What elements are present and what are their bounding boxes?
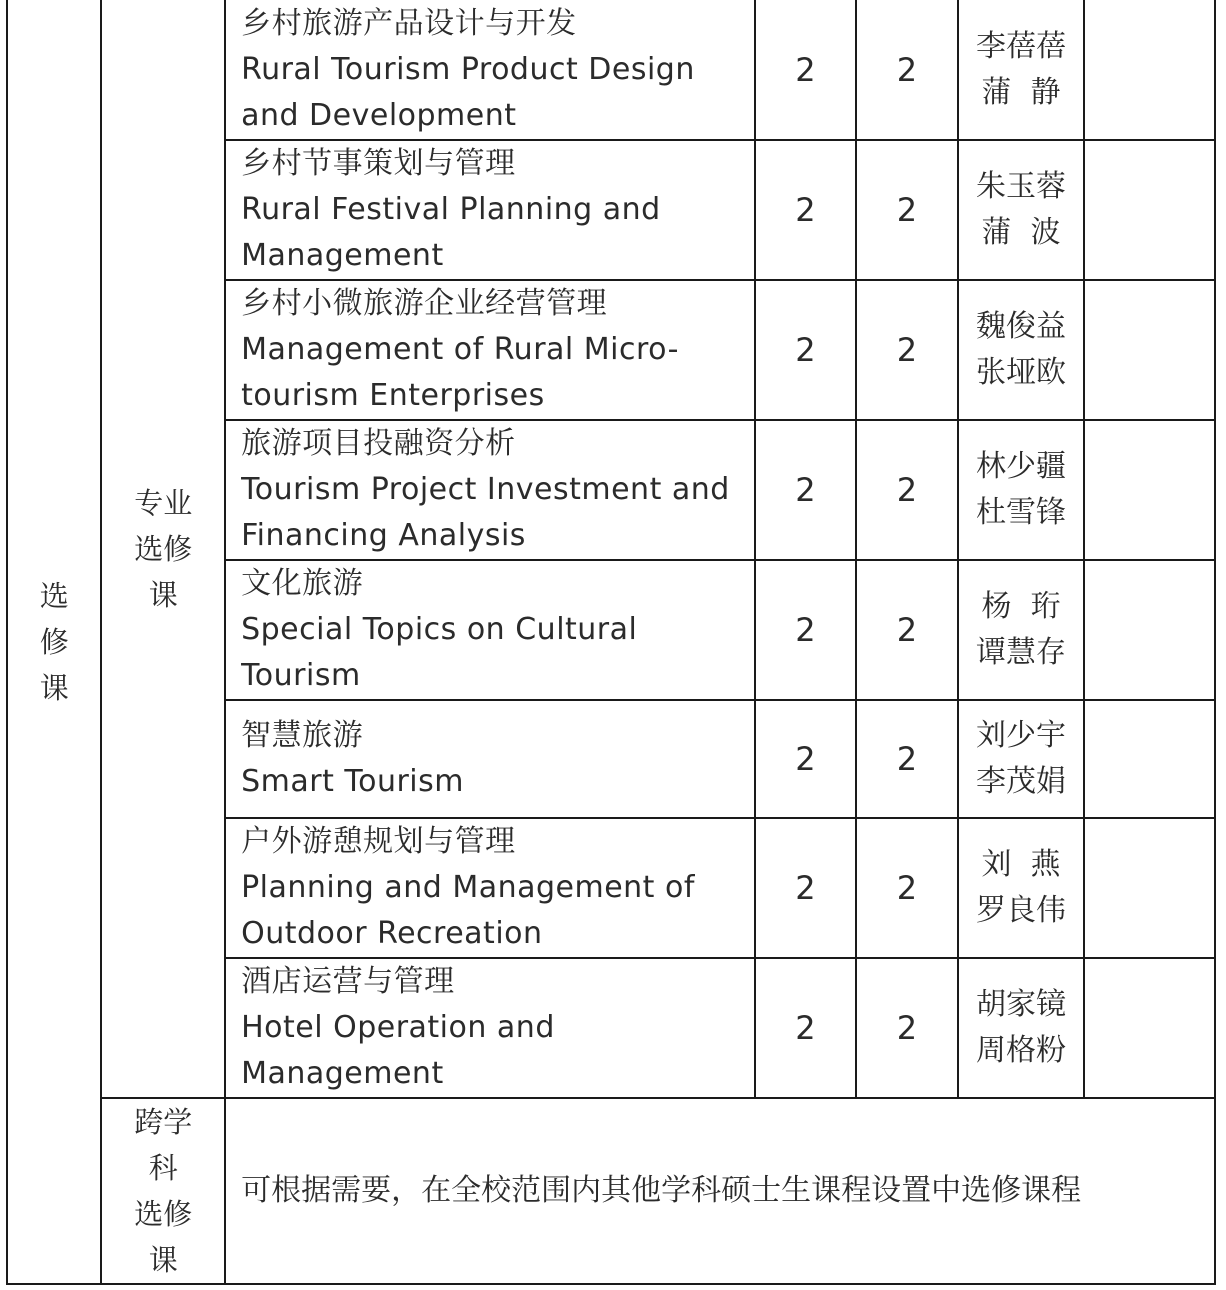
teacher-cell bbox=[958, 700, 1085, 818]
course-name-en: Special Topics on Cultural Tourism bbox=[241, 612, 638, 693]
course-name-en: Smart Tourism bbox=[241, 764, 464, 799]
teacher-name: 杜雪锋 bbox=[976, 495, 1067, 530]
course-name-cell bbox=[225, 280, 755, 420]
teacher-name: 张垭欧 bbox=[976, 355, 1067, 390]
teacher-name: 罗良伟 bbox=[976, 893, 1067, 928]
course-name-cn: 旅游项目投融资分析 bbox=[241, 426, 516, 461]
course-name-cell bbox=[225, 140, 755, 280]
professional-elective-cell bbox=[101, 0, 225, 1098]
elective-courses-table bbox=[6, 0, 1216, 1285]
empty-cell bbox=[1084, 280, 1215, 420]
teacher-name: 蒲 静 bbox=[981, 74, 1061, 110]
course-name-cn: 智慧旅游 bbox=[241, 718, 364, 753]
teacher-name: 魏俊益 bbox=[976, 309, 1067, 344]
teacher-name: 刘少宇 bbox=[976, 718, 1067, 753]
teacher-name: 胡家镜 bbox=[976, 987, 1067, 1022]
semester-value: 2 bbox=[856, 140, 958, 280]
credit-value: 2 bbox=[755, 700, 857, 818]
category-label: 选 修 课 bbox=[39, 578, 69, 705]
cross-discipline-cell bbox=[101, 1098, 225, 1284]
semester-value: 2 bbox=[856, 560, 958, 700]
credit-value: 2 bbox=[755, 280, 857, 420]
teacher-cell bbox=[958, 560, 1085, 700]
teacher-cell bbox=[958, 140, 1085, 280]
course-name-cell bbox=[225, 958, 755, 1098]
semester-value: 2 bbox=[856, 700, 958, 818]
teacher-name: 杨 珩 bbox=[981, 589, 1061, 624]
table-row bbox=[7, 1098, 1215, 1284]
teacher-name: 李蓓蓓 bbox=[976, 28, 1067, 64]
course-name-cn: 乡村小微旅游企业经营管理 bbox=[241, 286, 608, 321]
empty-cell bbox=[1084, 700, 1215, 818]
credit-value: 2 bbox=[755, 560, 857, 700]
course-name-en: Hotel Operation and Management bbox=[241, 1010, 555, 1091]
credit-value: 2 bbox=[755, 140, 857, 280]
table-row bbox=[7, 0, 1215, 140]
semester-value: 2 bbox=[856, 0, 958, 140]
cross-discipline-label: 跨学 科 选修 课 bbox=[134, 1105, 193, 1277]
semester-value: 2 bbox=[856, 958, 958, 1098]
teacher-cell bbox=[958, 0, 1085, 140]
category-cell bbox=[7, 0, 101, 1284]
teacher-name: 周格粉 bbox=[976, 1033, 1067, 1068]
course-name-cell bbox=[225, 818, 755, 958]
course-name-cn: 户外游憩规划与管理 bbox=[241, 824, 516, 859]
teacher-name: 刘 燕 bbox=[981, 847, 1061, 882]
teacher-cell bbox=[958, 818, 1085, 958]
course-name-en: Rural Festival Planning and Management bbox=[241, 192, 661, 273]
semester-value: 2 bbox=[856, 280, 958, 420]
teacher-name: 李茂娟 bbox=[976, 764, 1067, 799]
credit-value: 2 bbox=[755, 818, 857, 958]
credit-value: 2 bbox=[755, 420, 857, 560]
empty-cell bbox=[1084, 0, 1215, 140]
course-name-cell bbox=[225, 0, 755, 140]
teacher-name: 谭慧存 bbox=[976, 635, 1067, 670]
professional-elective-label: 专业 选修 课 bbox=[134, 485, 193, 612]
credit-value: 2 bbox=[755, 0, 857, 140]
credit-value: 2 bbox=[755, 958, 857, 1098]
teacher-name: 林少疆 bbox=[976, 449, 1067, 484]
course-name-cell bbox=[225, 420, 755, 560]
empty-cell bbox=[1084, 818, 1215, 958]
course-name-en: Tourism Project Investment and Financing Analysis bbox=[241, 472, 730, 553]
course-name-en: Planning and Management of Outdoor Recreation bbox=[241, 870, 695, 951]
empty-cell bbox=[1084, 420, 1215, 560]
empty-cell bbox=[1084, 560, 1215, 700]
teacher-name: 朱玉蓉 bbox=[976, 169, 1067, 204]
cross-discipline-note: 可根据需要，在全校范围内其他学科硕士生课程设置中选修课程 bbox=[225, 1098, 1215, 1284]
course-name-cn: 乡村旅游产品设计与开发 bbox=[241, 5, 577, 41]
course-name-en: Rural Tourism Product Design and Development bbox=[241, 51, 695, 133]
empty-cell bbox=[1084, 140, 1215, 280]
course-name-cn: 乡村节事策划与管理 bbox=[241, 146, 516, 181]
semester-value: 2 bbox=[856, 420, 958, 560]
course-name-cn: 酒店运营与管理 bbox=[241, 964, 455, 999]
course-name-cell bbox=[225, 560, 755, 700]
teacher-cell bbox=[958, 420, 1085, 560]
course-name-en: Management of Rural Micro-tourism Enterprises bbox=[241, 332, 679, 413]
semester-value: 2 bbox=[856, 818, 958, 958]
teacher-name: 蒲 波 bbox=[981, 215, 1061, 250]
course-name-cell bbox=[225, 700, 755, 818]
course-name-cn: 文化旅游 bbox=[241, 566, 364, 601]
teacher-cell bbox=[958, 958, 1085, 1098]
teacher-cell bbox=[958, 280, 1085, 420]
empty-cell bbox=[1084, 958, 1215, 1098]
